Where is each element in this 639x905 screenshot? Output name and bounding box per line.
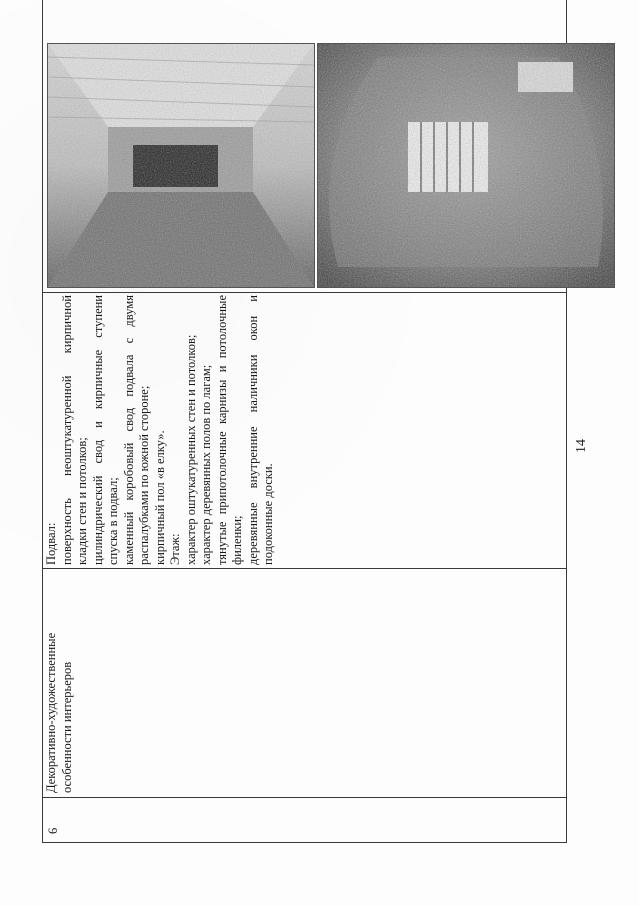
- description-heading: Подвал:: [44, 522, 58, 565]
- description-line: поверхность неоштукатуренной кирпичной кладки стен и потолков;: [59, 295, 89, 565]
- description-line: тянутые припотолочные карнизы и потолочные филенки;: [214, 295, 244, 565]
- row-number: 6: [43, 798, 567, 843]
- basement-vault-photo-icon: [47, 43, 315, 288]
- photos-cell: [43, 0, 567, 293]
- description-line: деревянные внутренние наличники окон и подоконные доски.: [245, 295, 275, 565]
- rotated-content: [42, 13, 589, 843]
- description-lines: [44, 295, 277, 565]
- section-title: Декоративно-художественные особенности интерьеров: [43, 569, 567, 798]
- stair-window-photo-icon: [317, 43, 615, 288]
- page-number: 14: [574, 439, 589, 453]
- description-line: цилиндрический свод и кирпичные ступени спуска в подвал;: [90, 295, 120, 565]
- description-heading: Этаж:: [168, 533, 182, 565]
- description-line: характер оштукатуренных стен и потолков;: [183, 334, 198, 565]
- description-line: характер деревянных полов по лагам;: [199, 364, 213, 565]
- description-table: [42, 0, 567, 843]
- table-row: [43, 0, 567, 843]
- description-cell: [43, 293, 567, 569]
- description-line: каменный коробовый свод подвала с двумя распалубками по южной стороне;: [121, 295, 151, 565]
- description-line: кирпичный пол «в елку».: [152, 430, 167, 565]
